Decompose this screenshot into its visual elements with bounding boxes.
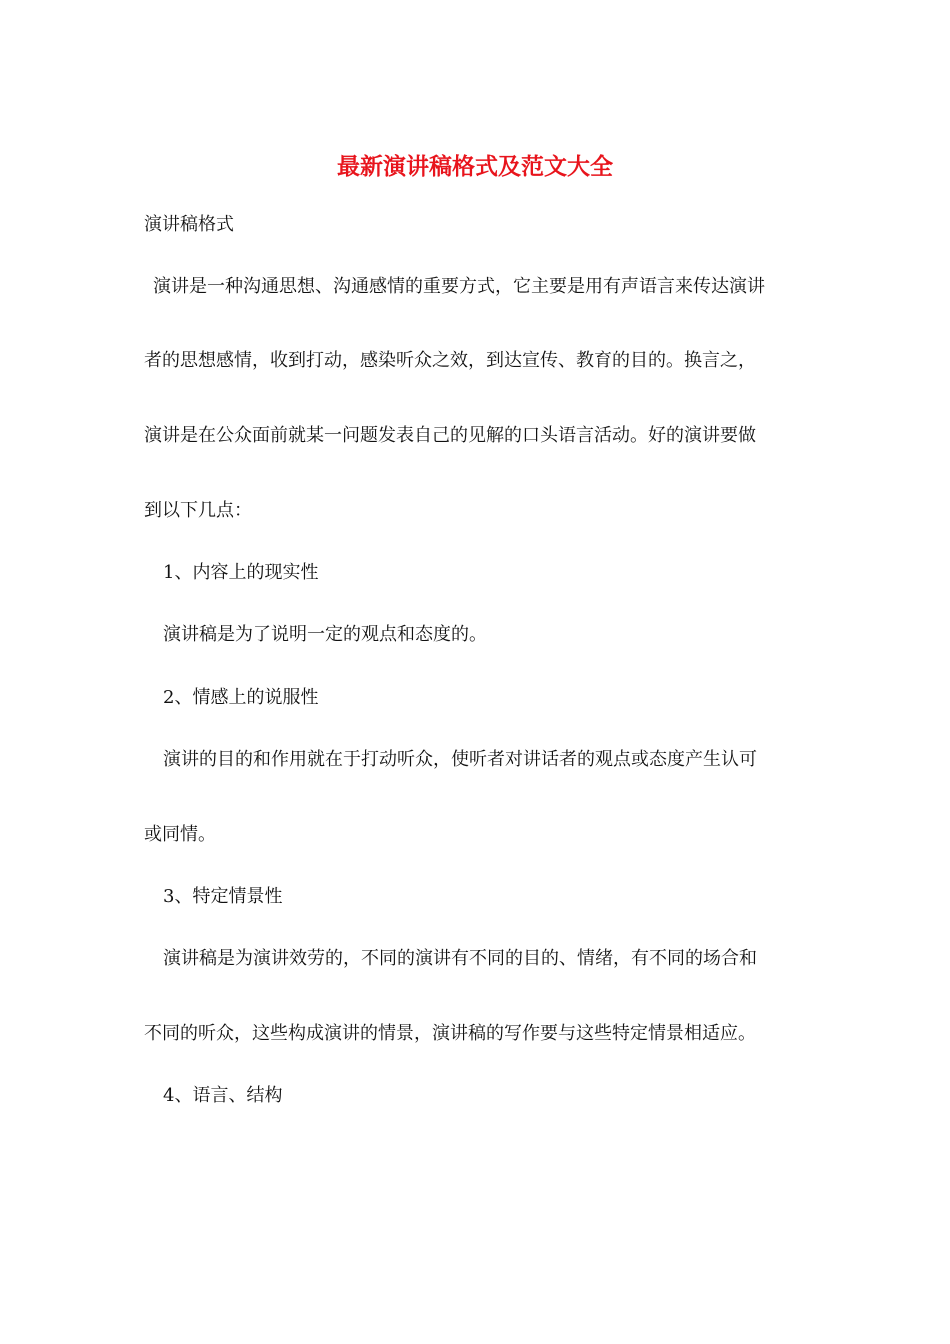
point-4-number: 4 [163,1085,175,1106]
intro-line-3: 演讲是在公众面前就某一问题发表自己的见解的口头语言活动。好的演讲要做 [144,425,756,446]
document-title: 最新演讲稿格式及范文大全 [337,153,613,180]
point-3-number: 3 [163,886,175,907]
intro-line-4: 到以下几点： [144,500,252,521]
point-1-heading-text: 、内容上的现实性 [174,562,319,583]
point-3-body-line-1: 演讲稿是为演讲效劳的，不同的演讲有不同的目的、情绪，有不同的场合和 [163,948,757,969]
point-3-heading [163,883,282,911]
point-2-heading [163,684,318,712]
point-2-body-line-2: 或同情。 [144,824,216,845]
point-2-heading-text: 、情感上的说服性 [174,687,319,708]
point-2-number: 2 [163,687,175,708]
point-3-heading-text: 、特定情景性 [174,886,283,907]
point-2-body-line-1: 演讲的目的和作用就在于打动听众，使听者对讲话者的观点或态度产生认可 [163,749,757,770]
section-heading: 演讲稿格式 [144,214,234,235]
intro-line-2: 者的思想感情，收到打动，感染听众之效，到达宣传、教育的目的。换言之， [144,350,756,371]
intro-line-1: 演讲是一种沟通思想、沟通感情的重要方式，它主要是用有声语言来传达演讲 [153,276,765,297]
point-1-heading [163,559,318,587]
point-4-heading [163,1082,282,1110]
point-1-number: 1 [163,562,175,583]
point-4-heading-text: 、语言、结构 [174,1085,283,1106]
point-3-body-line-2: 不同的听众，这些构成演讲的情景，演讲稿的写作要与这些特定情景相适应。 [144,1023,756,1044]
point-1-body-line-1: 演讲稿是为了说明一定的观点和态度的。 [163,624,487,645]
